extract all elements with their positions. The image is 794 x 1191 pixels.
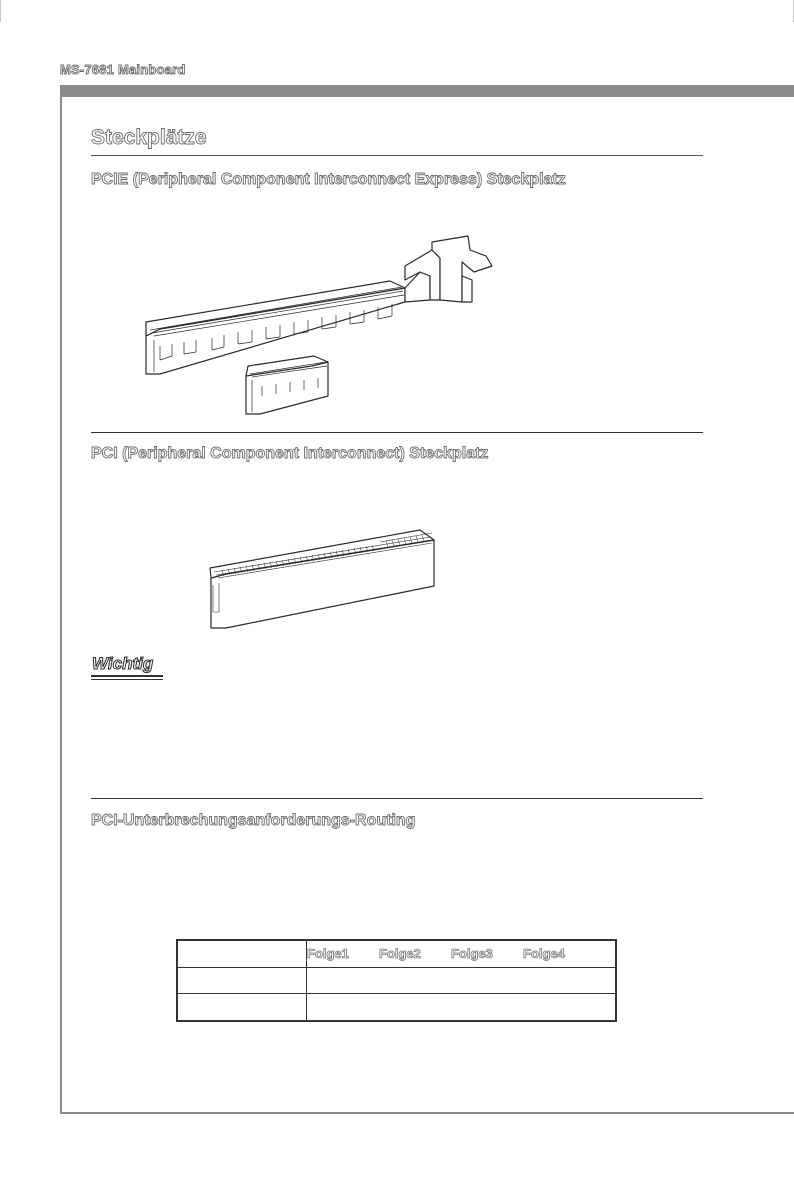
table-row bbox=[177, 994, 616, 1022]
header-folge3: Folge3 bbox=[451, 946, 493, 961]
important-note-label: Wichtig bbox=[92, 654, 154, 673]
table-header-sequences bbox=[307, 940, 617, 968]
important-underline-2 bbox=[91, 679, 163, 680]
important-underline bbox=[91, 675, 163, 677]
header-folge1: Folge1 bbox=[307, 946, 349, 961]
table-cell bbox=[177, 994, 307, 1022]
pci-heading: PCI (Peripheral Component Interconnect) Steckplatz bbox=[91, 445, 489, 462]
irq-routing-table bbox=[176, 939, 617, 1022]
table-cell bbox=[307, 968, 617, 994]
divider-pci-irq bbox=[91, 798, 703, 799]
pcie-heading: PCIE (Peripheral Component Interconnect Express) Steckplatz bbox=[91, 171, 566, 188]
table-row bbox=[177, 968, 616, 994]
section-title: Steckplätze bbox=[91, 126, 207, 149]
irq-routing-heading: PCI-Unterbrechungsanforderungs-Routing bbox=[91, 812, 416, 829]
page-header: MS-7681 Mainboard bbox=[60, 62, 186, 77]
table-cell bbox=[177, 968, 307, 994]
table-cell bbox=[307, 994, 617, 1022]
table-header-empty bbox=[177, 940, 307, 968]
table-header-row bbox=[177, 940, 616, 968]
header-folge2: Folge2 bbox=[379, 946, 421, 961]
header-folge4: Folge4 bbox=[523, 946, 565, 961]
